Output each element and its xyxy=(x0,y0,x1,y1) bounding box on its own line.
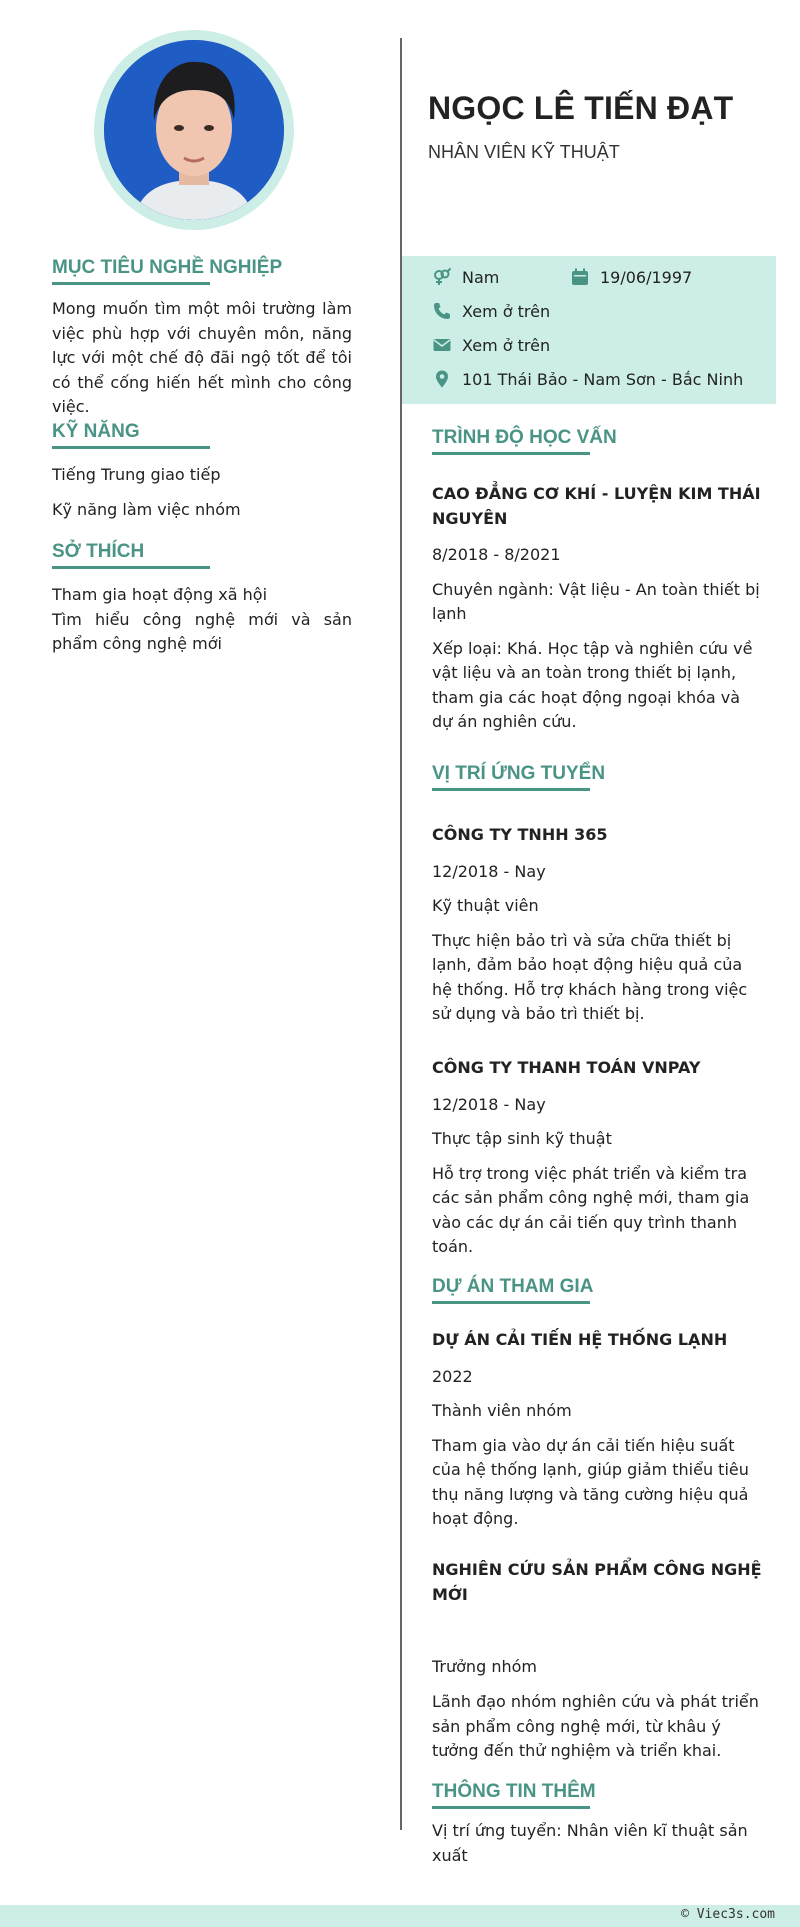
footer-watermark: © Viec3s.com xyxy=(681,1907,775,1922)
gender-icon xyxy=(432,267,452,287)
objective-title: MỤC TIÊU NGHỀ NGHIỆP xyxy=(52,257,352,285)
project-role: Thành viên nhóm xyxy=(432,1401,572,1420)
company-name: CÔNG TY TNHH 365 xyxy=(432,825,608,844)
hobbies-section xyxy=(52,541,352,657)
hobby-item: Tìm hiểu công nghệ mới và sản phẩm công nghệ mới xyxy=(52,609,352,653)
contact-gender xyxy=(432,267,499,287)
objective-section xyxy=(52,257,352,420)
project-description: Lãnh đạo nhóm nghiên cứu và phát triển sản phẩm công nghệ mới, từ khâu ý tưởng đến thử nghiệm và triển khai. xyxy=(432,1692,759,1760)
phone-icon xyxy=(432,301,452,321)
objective-text: Mong muốn tìm một môi trường làm việc phù hợp với chuyên môn, năng lực với một chế độ đãi ngộ tốt để tôi có thể cống hiến hết mình cho công việc. xyxy=(52,299,352,416)
project-year: 2022 xyxy=(432,1366,473,1386)
calendar-icon xyxy=(570,267,590,287)
education-description: Xếp loại: Khá. Học tập và nghiên cứu về vật liệu và an toàn trong thiết bị lạnh, tham gia các hoạt động ngoại khóa và dự án nghiên cứu. xyxy=(432,638,753,731)
education-major: Chuyên ngành: Vật liệu - An toàn thiết bị lạnh xyxy=(432,579,760,623)
birthday-text: 19/06/1997 xyxy=(600,267,693,287)
education-entry xyxy=(432,482,762,735)
projects-title: DỰ ÁN THAM GIA xyxy=(432,1276,593,1304)
location-icon xyxy=(432,369,452,389)
email-icon xyxy=(432,335,452,355)
gender-text: Nam xyxy=(462,267,500,287)
candidate-role: NHÂN VIÊN KỸ THUẬT xyxy=(428,142,620,162)
skills-section xyxy=(52,421,352,522)
address-text: 101 Thái Bảo - Nam Sơn - Bắc Ninh xyxy=(462,369,744,389)
project-name: NGHIÊN CỨU SẢN PHẨM CÔNG NGHỆ MỚI xyxy=(432,1560,762,1604)
school-name: CAO ĐẲNG CƠ KHÍ - LUYỆN KIM THÁI NGUYÊN xyxy=(432,484,761,528)
person-silhouette-icon xyxy=(104,40,284,220)
skill-item: Tiếng Trung giao tiếp xyxy=(52,465,221,484)
avatar xyxy=(94,30,294,230)
project-name: DỰ ÁN CẢI TIẾN HỆ THỐNG LẠNH xyxy=(432,1330,728,1349)
contact-birthday xyxy=(570,267,692,287)
experience-entry xyxy=(432,823,762,1027)
experience-entry xyxy=(432,1056,762,1260)
experience-period: 12/2018 - Nay xyxy=(432,1094,546,1114)
additional-title: THÔNG TIN THÊM xyxy=(432,1781,596,1809)
footer-bar xyxy=(0,1905,800,1927)
email-text: Xem ở trên xyxy=(462,335,551,355)
experience-title: VỊ TRÍ ỨNG TUYỂN xyxy=(432,763,605,791)
experience-description: Hỗ trợ trong việc phát triển và kiểm tra các sản phẩm công nghệ mới, tham gia vào các dự án cải tiến quy trình thanh toán. xyxy=(432,1163,750,1256)
education-period: 8/2018 - 8/2021 xyxy=(432,545,561,564)
hobby-item: Tham gia hoạt động xã hội xyxy=(52,585,268,604)
company-name: CÔNG TY THANH TOÁN VNPAY xyxy=(432,1058,701,1077)
project-role: Trưởng nhóm xyxy=(432,1657,537,1676)
experience-position: Kỹ thuật viên xyxy=(432,896,539,915)
hobbies-title: SỞ THÍCH xyxy=(52,541,352,569)
education-title: TRÌNH ĐỘ HỌC VẤN xyxy=(432,427,617,455)
experience-description: Thực hiện bảo trì và sửa chữa thiết bị lạnh, đảm bảo hoạt động hiệu quả của hệ thống. Hỗ trợ khách hàng trong việc sử dụng và bảo trì thiết bị. xyxy=(432,930,748,1023)
phone-text: Xem ở trên xyxy=(462,301,551,321)
contact-email xyxy=(432,335,550,355)
experience-period: 12/2018 - Nay xyxy=(432,861,546,881)
contact-address xyxy=(432,369,743,389)
experience-position: Thực tập sinh kỹ thuật xyxy=(432,1129,612,1148)
project-entry xyxy=(432,1328,762,1532)
profile-photo xyxy=(104,40,284,220)
project-entry xyxy=(432,1558,762,1607)
skills-title: KỸ NĂNG xyxy=(52,421,352,449)
skill-item: Kỹ năng làm việc nhóm xyxy=(52,499,241,519)
contact-phone xyxy=(432,301,550,321)
additional-text: Vị trí ứng tuyển: Nhân viên kĩ thuật sản xuất xyxy=(432,1821,748,1865)
candidate-name: NGỌC LÊ TIẾN ĐẠT xyxy=(428,90,734,126)
project-description: Tham gia vào dự án cải tiến hiệu suất của hệ thống lạnh, giúp giảm thiểu tiêu thụ năng lượng và tăng cường hiệu quả hoạt động. xyxy=(432,1435,749,1528)
